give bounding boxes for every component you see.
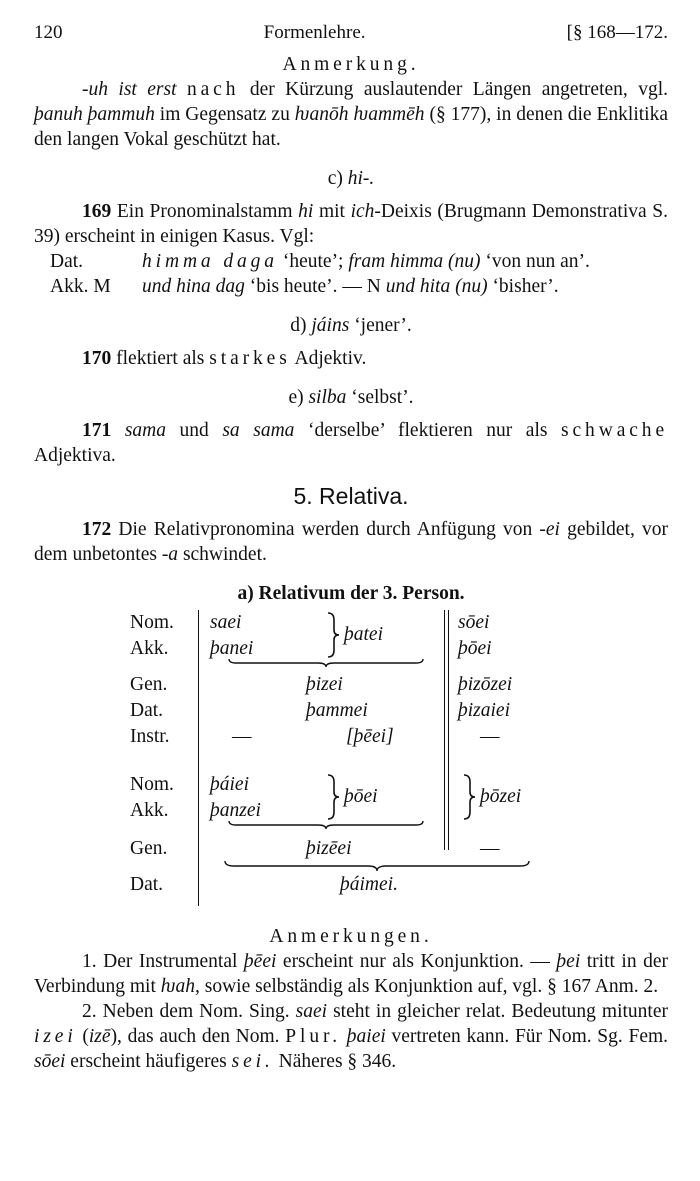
column-double-rule xyxy=(444,610,445,850)
column-double-rule xyxy=(448,610,449,850)
form-instr-f: — xyxy=(480,726,500,747)
form-sg-f-gen: þizōzei xyxy=(458,674,513,695)
subsection-heading-d: d) jáins ‘jener’. xyxy=(290,315,412,336)
form-sg-dat: þammei xyxy=(306,700,368,721)
kasus-row-dat: Dat. himma daga ‘heute’; fram himma (nu) ‘von nun an’. xyxy=(50,251,590,272)
anmerkung-paragraph xyxy=(34,77,668,152)
row-label: Akk. xyxy=(130,638,169,659)
paragraph-number: 171 xyxy=(82,420,112,441)
form-pl-n: þōei xyxy=(344,786,378,807)
paragraph-171: 171 sama und sa sama ‘derselbe’ flektieren nur als schwache Adjektiva. xyxy=(34,420,669,466)
running-header xyxy=(34,20,668,52)
row-label: Akk. xyxy=(130,800,169,821)
form-sg-f-nom: sōei xyxy=(458,612,490,633)
spaced-word: nach xyxy=(186,79,240,100)
kasus-row-akk: Akk. M und hina dag ‘bis heute’. — N und hita (nu) ‘bisher’. xyxy=(50,276,559,297)
note-1: 1. Der Instrumental þēei erscheint nur als Konjunktion. — þei tritt in der Verbindung mit ƕah, sowie selbständig als Konjunktion auf, vgl. § 167 Anm. 2. xyxy=(34,951,668,997)
right-brace xyxy=(326,612,340,658)
form-pl-gen-f: — xyxy=(480,838,500,859)
anmerkung-title: Anmerkung. xyxy=(282,54,420,75)
form-pl-dat: þáimei. xyxy=(340,874,398,895)
row-label: Dat. xyxy=(130,700,164,721)
paragraph-number: 172 xyxy=(82,519,112,540)
paragraph-169: 169 Ein Pronominalstamm hi mit ich-Deixis (Brugmann Demonstrativa S. 39) erscheint in einigen Kasus. Vgl: xyxy=(34,201,668,247)
form-pl-f: þōzei xyxy=(480,786,522,807)
table-title: a) Relativum der 3. Person. xyxy=(237,583,465,604)
row-label: Nom. xyxy=(130,774,174,795)
subsection-heading-e: e) silba ‘selbst’. xyxy=(288,387,414,408)
right-brace xyxy=(326,774,340,820)
form-sg-akk-m: þanei xyxy=(210,638,254,659)
running-title: Formenlehre. xyxy=(263,22,366,43)
form-pl-nom-m: þáiei xyxy=(210,774,249,795)
gothic-word: ƕanōh ƕammēh xyxy=(294,104,425,125)
note-2: 2. Neben dem Nom. Sing. saei steht in gleicher relat. Bedeutung mitunter izei (izē), das auch den Nom. Plur. þaiei vertreten kann. Für Nom. Sg. Fem. sōei erscheint häufigeres sei. Näheres § 346. xyxy=(34,1001,669,1072)
text-fragment: im Gegensatz zu xyxy=(154,104,295,125)
gothic-word: hi-. xyxy=(347,168,375,189)
case-label: Akk. M xyxy=(50,276,111,297)
under-brace-wide xyxy=(224,860,530,872)
paragraph-172: 172 Die Relativpronomina werden durch Anfügung von -ei gebildet, vor dem unbetontes -a schwindet. xyxy=(34,519,668,565)
row-label: Gen. xyxy=(130,838,168,859)
form-sg-n: þatei xyxy=(344,624,383,645)
case-label: Dat. xyxy=(50,251,84,272)
text-fragment: (§ 177), in denen die Enklitika den langen Vokal geschützt hat. xyxy=(34,104,668,150)
text-fragment: der Kürzung auslautender Längen angetreten, vgl. xyxy=(239,79,668,100)
under-brace xyxy=(228,658,424,668)
subsection-heading-c: c) hi-. xyxy=(327,168,375,189)
anmerkungen-title: Anmerkungen. xyxy=(269,926,433,947)
form-instr-n: [þēei] xyxy=(346,726,394,747)
column-rule xyxy=(198,610,199,906)
form-sg-f-dat: þizaiei xyxy=(458,700,510,721)
form-sg-f-akk: þōei xyxy=(458,638,492,659)
page xyxy=(34,20,668,1074)
row-label: Nom. xyxy=(130,612,174,633)
row-label: Gen. xyxy=(130,674,168,695)
paradigm-table xyxy=(34,610,668,906)
row-label: Dat. xyxy=(130,874,164,895)
form-pl-gen: þizēei xyxy=(306,838,352,859)
text-fragment: -uh ist erst xyxy=(82,79,187,100)
anmerkungen-notes xyxy=(34,949,668,1074)
under-brace xyxy=(228,820,424,830)
form-pl-akk-m: þanzei xyxy=(210,800,261,821)
form-sg-nom-m: saei xyxy=(210,612,242,633)
paragraph-number: 169 xyxy=(82,201,112,222)
gothic-word: þanuh þammuh xyxy=(34,104,155,125)
row-label: Instr. xyxy=(130,726,170,747)
paragraph-170: 170 flektiert als starkes Adjektiv. xyxy=(82,348,367,369)
section-heading-relativa: 5. Relativa. xyxy=(293,483,409,509)
form-instr-m: — xyxy=(232,726,252,747)
right-brace xyxy=(462,774,476,820)
page-number: 120 xyxy=(34,22,63,43)
form-sg-gen: þizei xyxy=(306,674,343,695)
paragraph-number: 170 xyxy=(82,348,112,369)
section-range: [§ 168—172. xyxy=(566,22,668,43)
